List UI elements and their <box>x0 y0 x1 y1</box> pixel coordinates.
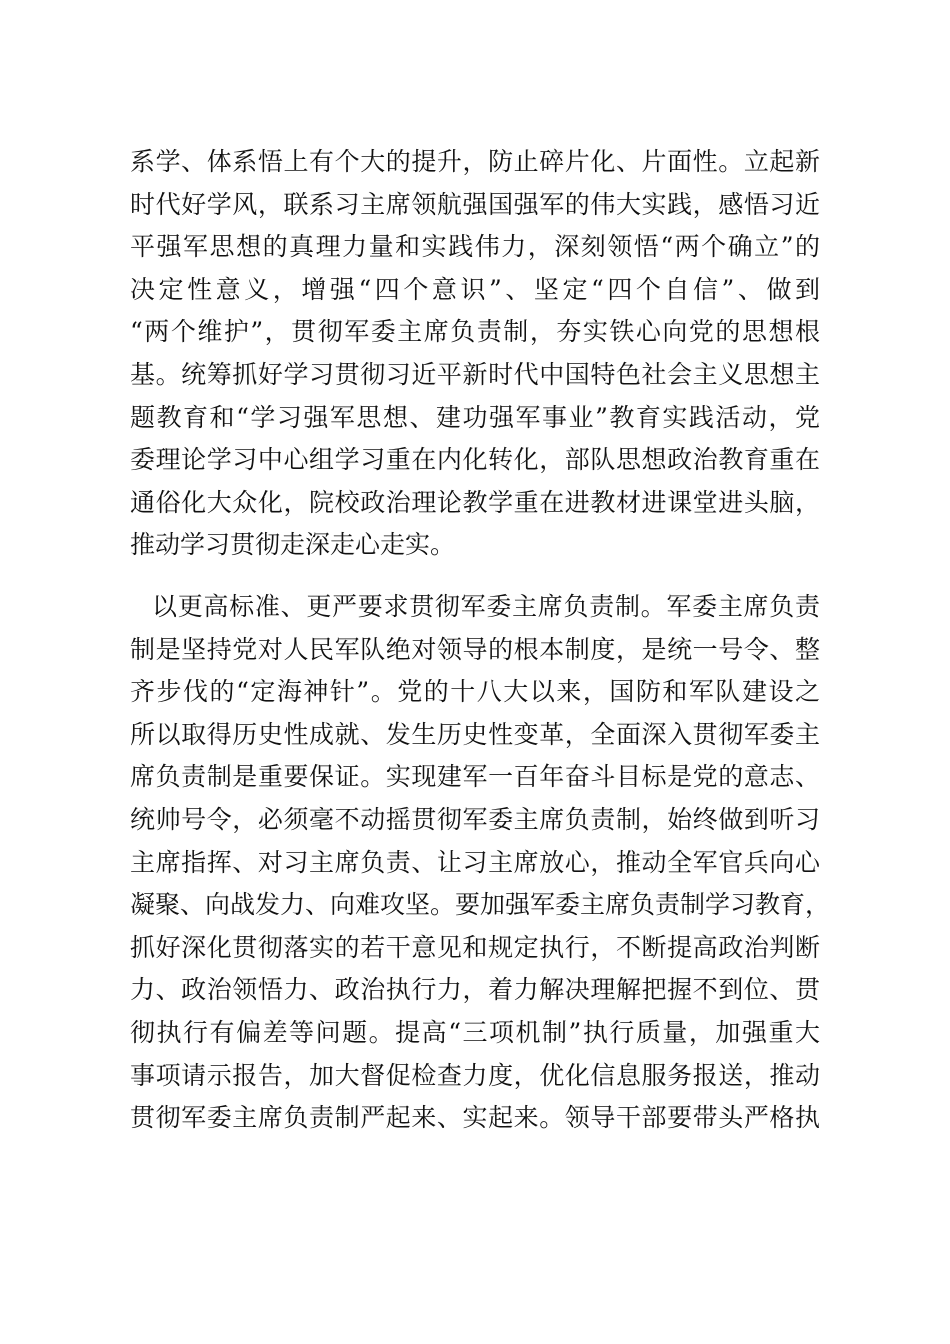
text-line: 凝聚、向战发力、向难攻坚。要加强军委主席负责制学习教育， <box>130 890 831 920</box>
text-line: 齐步伐的“定海神针”。党的十八大以来，国防和军队建设之 <box>130 677 820 707</box>
paragraph-1 <box>130 141 820 567</box>
text-line: 题教育和“学习强军思想、建功强军事业”教育实践活动，党 <box>130 402 820 432</box>
text-line: 系学、体系悟上有个大的提升，防止碎片化、片面性。立起新 <box>130 147 820 176</box>
text-line: 力、政治领悟力、政治执行力，着力解决理解把握不到位、贯 <box>130 975 820 1005</box>
text-line: 基。统筹抓好学习贯彻习近平新时代中国特色社会主义思想主 <box>130 359 820 389</box>
text-line: 贯彻军委主席负责制严起来、实起来。领导干部要带头严格执 <box>130 1103 820 1133</box>
text-line: 平强军思想的真理力量和实践伟力，深刻领悟“两个确立”的 <box>130 232 820 262</box>
text-line: 彻执行有偏差等问题。提高“三项机制”执行质量，加强重大 <box>130 1017 820 1047</box>
text-line: 抓好深化贯彻落实的若干意见和规定执行，不断提高政治判断 <box>130 932 820 962</box>
text-line: 委理论学习中心组学习重在内化转化，部队思想政治教育重在 <box>130 445 820 475</box>
text-line: 推动学习贯彻走深走心走实。 <box>130 530 456 560</box>
text-line: 通俗化大众化，院校政治理论教学重在进教材进课堂进头脑， <box>130 487 820 517</box>
paragraph-2 <box>130 586 831 1140</box>
text-line: “两个维护”，贯彻军委主席负责制，夯实铁心向党的思想根 <box>130 317 820 347</box>
text-line: 所以取得历史性成就、发生历史性变革，全面深入贯彻军委主 <box>130 719 820 749</box>
text-line: 事项请示报告，加大督促检查力度，优化信息服务报送，推动 <box>130 1060 820 1090</box>
text-line: 以更高标准、更严要求贯彻军委主席负责制。军委主席负责 <box>152 592 820 621</box>
text-line: 席负责制是重要保证。实现建军一百年奋斗目标是党的意志、 <box>130 762 820 792</box>
text-line: 制是坚持党对人民军队绝对领导的根本制度，是统一号令、整 <box>130 634 820 664</box>
text-line: 主席指挥、对习主席负责、让习主席放心，推动全军官兵向心 <box>130 847 820 877</box>
text-line: 统帅号令，必须毫不动摇贯彻军委主席负责制，始终做到听习 <box>130 804 820 834</box>
text-line: 决定性意义，增强“四个意识”、坚定“四个自信”、做到 <box>130 274 820 304</box>
text-line: 时代好学风，联系习主席领航强国强军的伟大实践，感悟习近 <box>130 189 820 219</box>
